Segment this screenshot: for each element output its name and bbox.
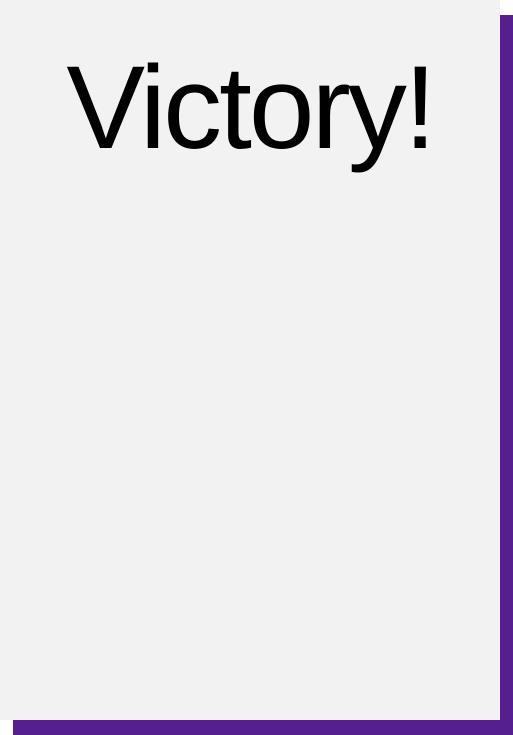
victory-title: Victory! [66, 42, 434, 174]
